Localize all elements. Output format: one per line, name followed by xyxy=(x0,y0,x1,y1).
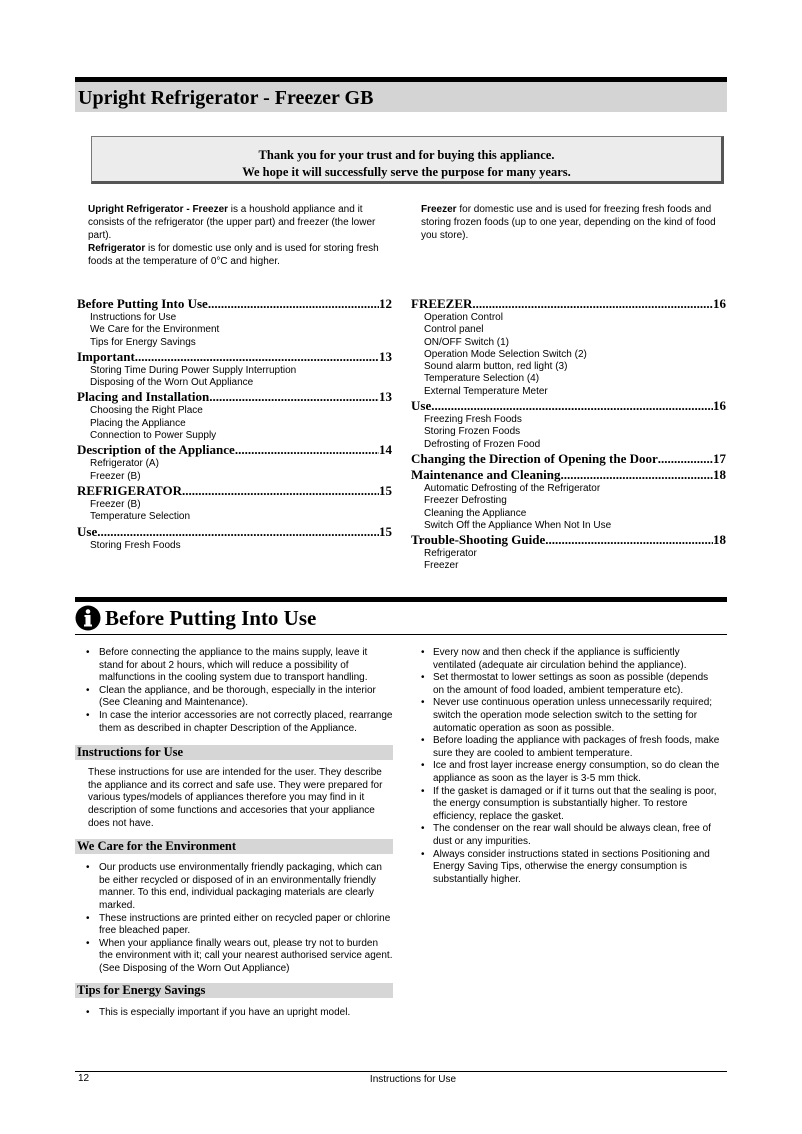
toc-entry-page: 15 xyxy=(379,482,392,498)
toc-entry-page: 14 xyxy=(379,442,392,458)
toc-leader-dots xyxy=(658,451,713,467)
list-item: • This is especially important if you have an upright model. xyxy=(75,1007,393,1020)
list-item: • These instructions are printed either on recycled paper or chlorine free bleached paper. xyxy=(75,913,393,938)
energy-heading: Tips for Energy Savings xyxy=(75,983,393,998)
instructions-text: These instructions for use are intended for the user. They describe the appliance and its correct and safe use. They were prepared for various types/models of appliances therefore you may find in it description of some functions and accesories that your appliance does not have. xyxy=(88,767,383,829)
toc-entry-page: 15 xyxy=(379,523,392,539)
intro-text-3: for domestic use and is used for freezing fresh foods and storing frozen foods (up to one year, depending on the kind of food you store). xyxy=(421,204,716,241)
toc-entry-page: 12 xyxy=(379,296,392,311)
section-top-rule xyxy=(75,597,727,602)
thanks-line-1: Thank you for your trust and for buying this appliance. xyxy=(258,148,555,162)
list-item: • Before connecting the appliance to the mains supply, leave it stand for about 2 hours, which will reduce a possibility of malfunctions in the cooling system due to transport handling. xyxy=(75,647,393,685)
instructions-heading: Instructions for Use xyxy=(75,745,393,760)
toc-leader-dots xyxy=(431,398,713,414)
toc-entry-page: 13 xyxy=(379,348,392,364)
toc-subentry[interactable]: Operation Mode Selection Switch (2) xyxy=(424,348,587,360)
toc-right-column xyxy=(411,296,726,573)
toc-subentry[interactable]: Control panel xyxy=(424,324,484,336)
page-title: Upright Refrigerator - Freezer GB xyxy=(78,87,374,109)
toc-subentry[interactable]: Freezer Defrosting xyxy=(424,495,507,507)
toc-subentry[interactable]: Refrigerator (A) xyxy=(90,458,159,470)
toc-entry-page: 18 xyxy=(713,466,726,482)
toc-entry-page: 17 xyxy=(713,450,726,466)
toc-subentry[interactable]: Operation Control xyxy=(424,312,503,323)
toc-entry-page: 16 xyxy=(713,398,726,414)
list-item: • Ice and frost layer increase energy consumption, so do clean the appliance as soon as the layer is 3-5 mm thick. xyxy=(421,760,721,785)
list-item: • If the gasket is damaged or if it turns out that the sealing is poor, the energy consumption is substantially higher. To restore efficiency, replace the gasket. xyxy=(421,786,721,824)
toc-subentry[interactable]: Automatic Defrosting of the Refrigerator xyxy=(424,482,601,494)
toc-subentry[interactable]: Freezing Fresh Foods xyxy=(424,414,522,426)
toc-subentry[interactable]: Cleaning the Appliance xyxy=(424,507,527,519)
toc-subentry[interactable]: External Temperature Meter xyxy=(424,385,548,397)
toc-subentry[interactable]: Choosing the Right Place xyxy=(90,405,203,417)
toc-leader-dots xyxy=(135,349,379,365)
toc-entry-title: Description of the Appliance xyxy=(77,442,235,458)
toc-entry-title: Important xyxy=(77,348,135,364)
intro-bullet-list xyxy=(75,647,393,735)
intro-paragraph-1 xyxy=(88,203,388,242)
toc-entry[interactable] xyxy=(77,483,392,499)
toc-subentry[interactable]: Storing Time During Power Supply Interruption xyxy=(90,364,297,376)
toc-leader-dots xyxy=(561,467,713,483)
toc-leader-dots xyxy=(545,532,713,548)
list-item: • Clean the appliance, and be thorough, especially in the interior (See Cleaning and Maintenance). xyxy=(75,685,393,710)
toc-entry-title: Maintenance and Cleaning xyxy=(411,466,561,482)
energy-bullet-list xyxy=(75,1007,393,1020)
section-heading xyxy=(75,603,316,633)
toc-subentry[interactable]: Placing the Appliance xyxy=(90,417,186,429)
intro-text-1: is a houshold appliance and it consists of the refrigerator (the upper part) and freezer (the lower part). xyxy=(88,204,376,241)
intro-text-2: is for domestic use only and is used for storing fresh foods at the temperature of 0°C and higher. xyxy=(88,243,379,267)
toc-entry[interactable] xyxy=(77,389,392,405)
section-right-column xyxy=(421,647,721,886)
toc-entry-title: Before Putting Into Use xyxy=(77,296,208,311)
intro-right xyxy=(421,203,721,242)
toc-entry[interactable] xyxy=(411,532,726,548)
section-left-column xyxy=(75,647,393,1020)
energy-tips-bullet-list xyxy=(421,647,721,886)
toc-subentry[interactable]: ON/OFF Switch (1) xyxy=(424,336,510,348)
toc-leader-dots xyxy=(182,483,379,499)
intro-bold-1: Upright Refrigerator - Freezer xyxy=(88,204,229,215)
list-item: • Set thermostat to lower settings as soon as possible (depends on the amount of food loaded, ambient temperature etc). xyxy=(421,672,721,697)
toc-subentry[interactable]: Temperature Selection xyxy=(90,511,191,523)
toc-subentry[interactable]: Freezer xyxy=(424,560,459,572)
toc-leader-dots xyxy=(235,442,379,458)
toc-subentry[interactable]: Freezer (B) xyxy=(90,470,141,482)
list-item: • Before loading the appliance with packages of fresh foods, make sure they are cooled to ambient temperature. xyxy=(421,735,721,760)
intro-paragraph-2 xyxy=(88,242,388,268)
toc-subentry[interactable]: Sound alarm button, red light (3) xyxy=(424,361,568,373)
toc-leader-dots xyxy=(209,389,379,405)
list-item: • The condenser on the rear wall should be always clean, free of dust or any impurities. xyxy=(421,823,721,848)
section-underline xyxy=(75,634,727,635)
intro-bold-3: Freezer xyxy=(421,204,457,215)
toc-subentry[interactable]: Refrigerator xyxy=(424,548,477,560)
toc-subentry[interactable]: Storing Frozen Foods xyxy=(424,426,521,438)
title-band xyxy=(75,82,727,112)
intro-left xyxy=(88,203,388,268)
toc-subentry[interactable]: Connection to Power Supply xyxy=(90,430,217,442)
toc-entry[interactable] xyxy=(411,296,726,312)
toc-entry-title: Placing and Installation xyxy=(77,389,210,405)
toc-entry[interactable] xyxy=(411,467,726,483)
thanks-box xyxy=(91,136,724,184)
toc-entry-page: 13 xyxy=(379,389,392,405)
environment-bullet-list xyxy=(75,862,393,975)
section-title: Before Putting Into Use xyxy=(105,606,317,630)
toc-entry[interactable] xyxy=(77,349,392,365)
list-item: • Never use continuous operation unless unnecessarily required; switch the operation mode selection switch to the setting for automatic operation as soon as possible. xyxy=(421,697,721,735)
footer-title: Instructions for Use xyxy=(369,1074,457,1085)
toc-entry[interactable] xyxy=(411,398,726,414)
toc-entry-title: Trouble-Shooting Guide xyxy=(411,532,546,548)
intro-paragraph-3 xyxy=(421,203,721,242)
list-item: • When your appliance finally wears out, please try not to burden the environment with it; call your nearest authorised service agent. (See Disposing of the Worn Out Appliance) xyxy=(75,938,393,976)
info-icon xyxy=(75,605,101,631)
toc-entry-title: Changing the Direction of Opening the Door xyxy=(411,450,658,466)
toc-entry[interactable] xyxy=(77,296,392,312)
toc-subentry[interactable]: Temperature Selection (4) xyxy=(424,373,540,385)
toc-subentry[interactable]: Freezer (B) xyxy=(90,498,141,510)
toc-subentry[interactable]: Switch Off the Appliance When Not In Use xyxy=(424,519,612,531)
list-item: • Every now and then check if the appliance is sufficiently ventilated (adequate air circulation behind the appliance). xyxy=(421,647,721,672)
footer-page-number: 12 xyxy=(78,1073,90,1084)
thanks-line-2: We hope it will successfully serve the purpose for many years. xyxy=(242,165,571,179)
list-item: • In case the interior accessories are not correctly placed, rearrange them as described in chapter Description of the Appliance. xyxy=(75,710,393,735)
toc-subentry[interactable]: Storing Fresh Foods xyxy=(90,539,181,551)
toc-entry-title: REFRIGERATOR xyxy=(77,482,182,498)
toc-subentry[interactable]: Instructions for Use xyxy=(90,312,177,323)
toc-entry-title: Use xyxy=(411,398,432,414)
footer-rule xyxy=(75,1071,727,1072)
toc-entry[interactable] xyxy=(77,442,392,458)
environment-heading: We Care for the Environment xyxy=(75,839,393,854)
toc-leader-dots xyxy=(208,296,379,312)
list-item: • Always consider instructions stated in sections Positioning and Energy Saving Tips, otherwise the energy consumption is substantially higher. xyxy=(421,849,721,887)
toc-subentry[interactable]: Tips for Energy Savings xyxy=(90,336,196,348)
toc-entry-title: FREEZER xyxy=(411,296,473,311)
intro-bold-2: Refrigerator xyxy=(88,243,146,254)
toc-entry-page: 18 xyxy=(713,532,726,548)
toc-entry[interactable] xyxy=(77,524,392,540)
toc-leader-dots xyxy=(97,524,379,540)
toc-entry-title: Use xyxy=(77,523,98,539)
toc-left-column xyxy=(77,296,392,552)
toc-subentry[interactable]: Defrosting of Frozen Food xyxy=(424,438,541,450)
toc-subentry[interactable]: Disposing of the Worn Out Appliance xyxy=(90,377,254,389)
list-item: • Our products use environmentally friendly packaging, which can be either recycled or disposed of in an environmentally friendly manner. To this end, individual packaging materials are clearly marked. xyxy=(75,862,393,912)
toc-entry-page: 16 xyxy=(713,296,726,311)
toc-entry[interactable] xyxy=(411,451,726,467)
toc-subentry[interactable]: We Care for the Environment xyxy=(90,324,220,336)
toc-leader-dots xyxy=(472,296,713,312)
